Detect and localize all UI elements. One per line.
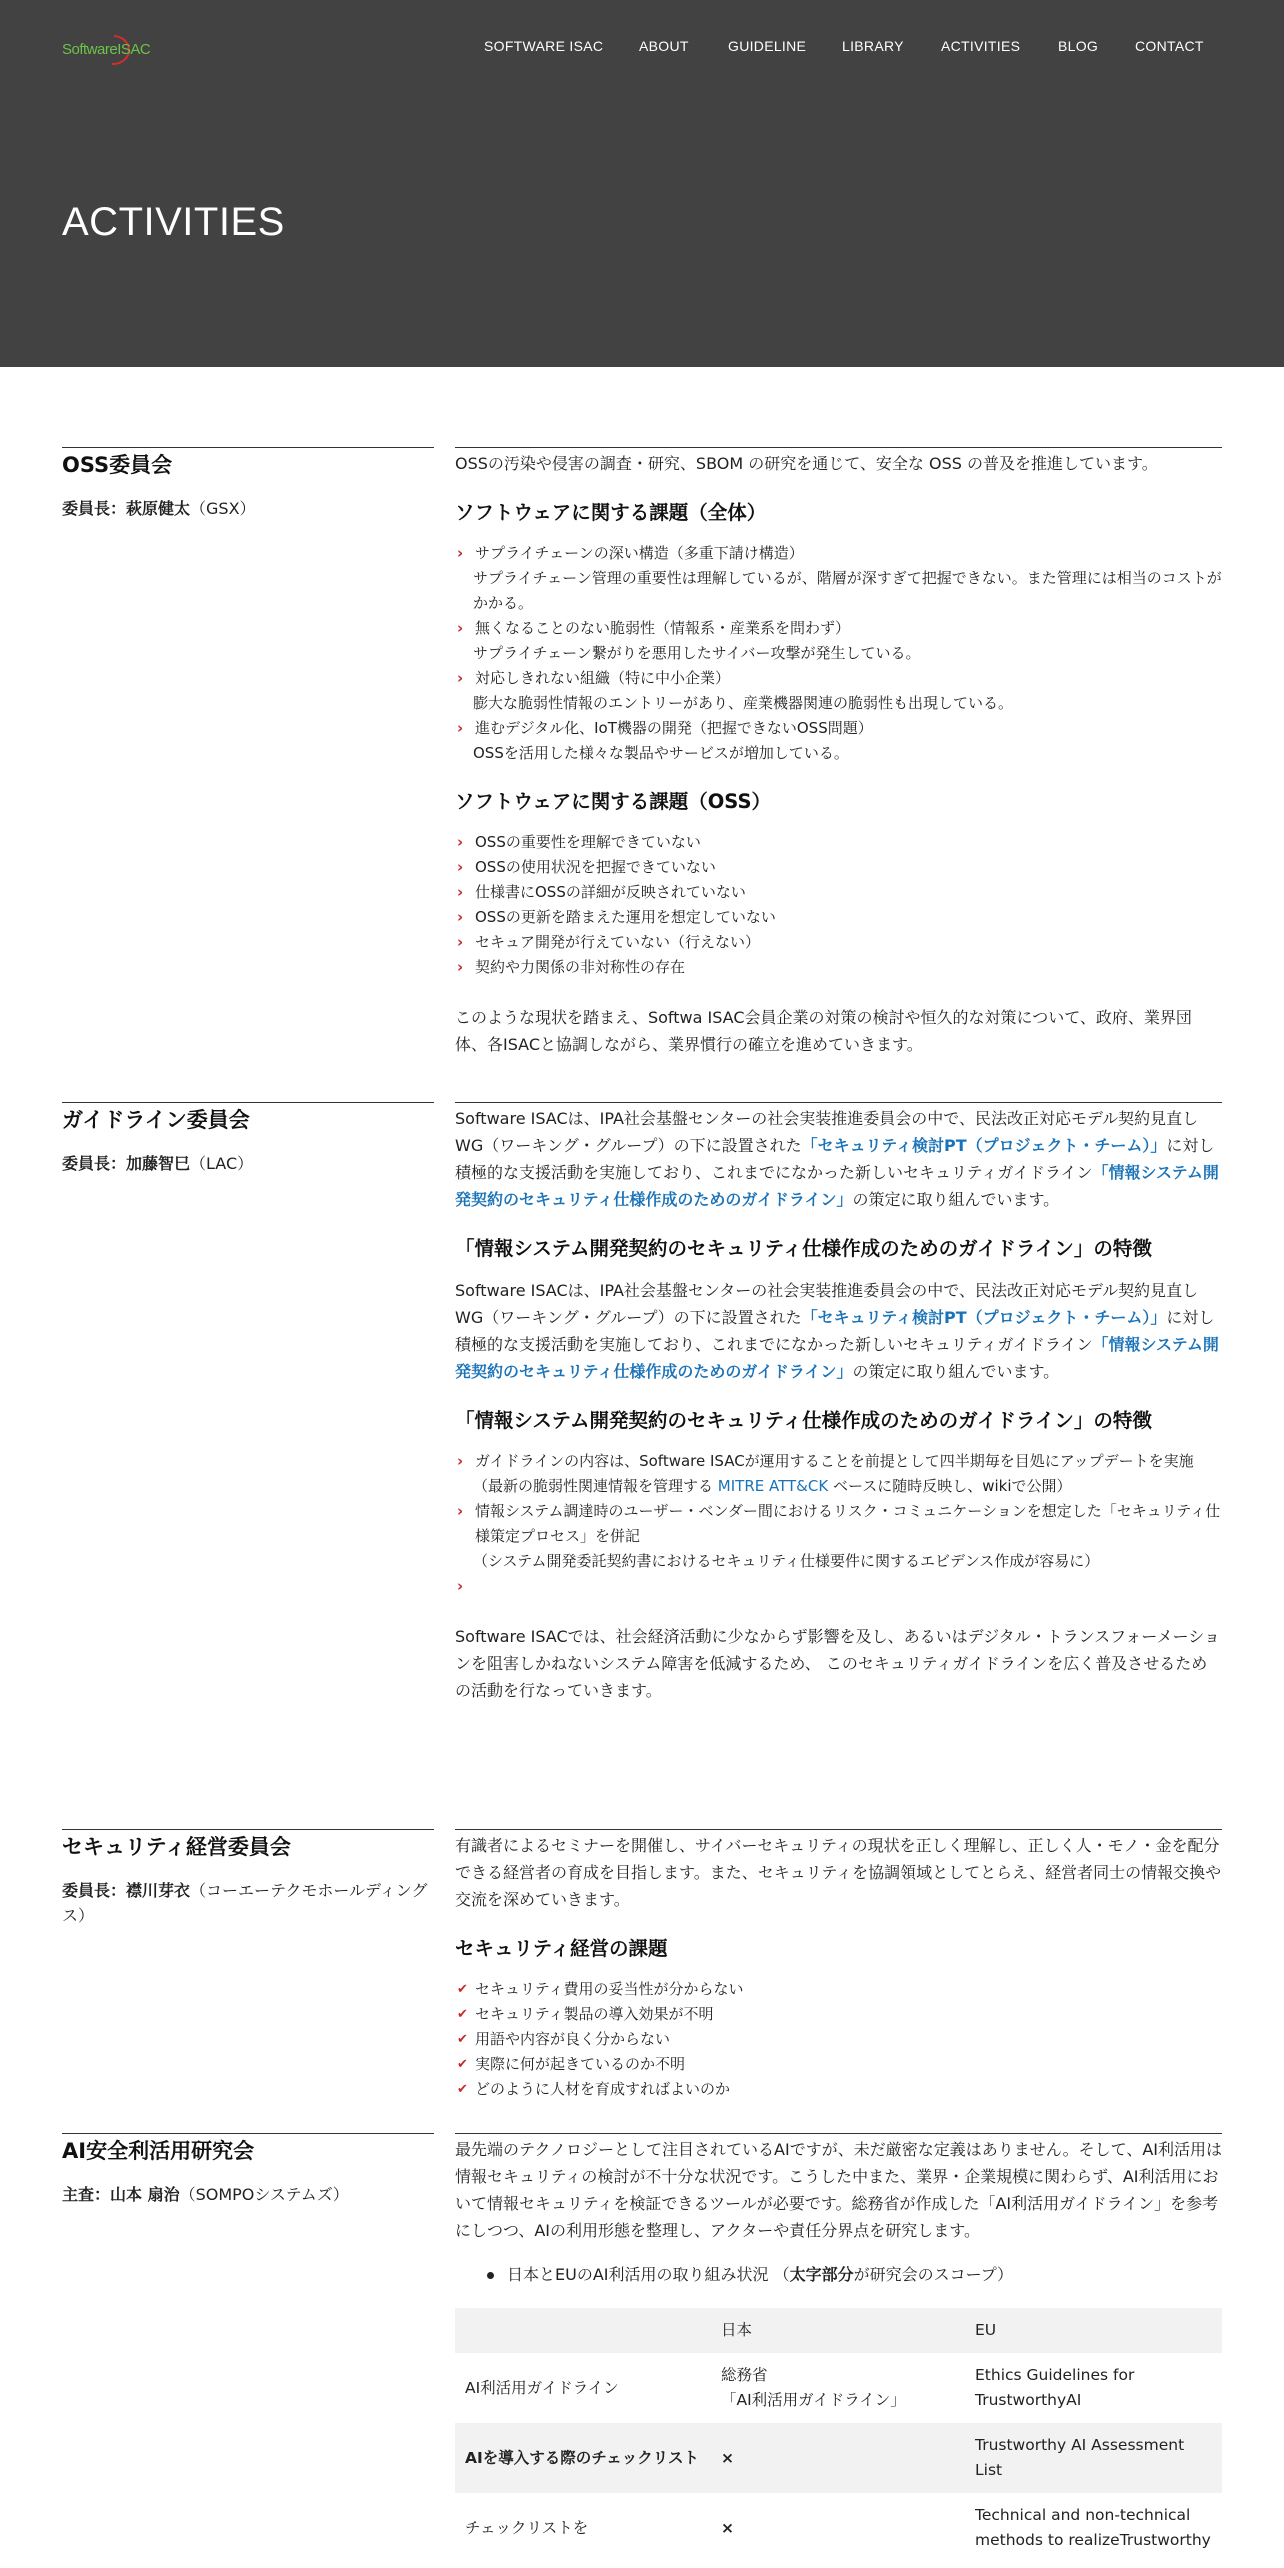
list-item bbox=[455, 541, 1222, 616]
list-item bbox=[455, 1499, 1222, 1574]
chair-name: 主査：山本 扇治 bbox=[62, 2185, 180, 2204]
issue-detail: OSSを活用した様々な製品やサービスが増加している。 bbox=[473, 744, 849, 762]
feature-detail: （システム開発委託契約書におけるセキュリティ仕様要件に関するエビデンス作成が容易に） bbox=[473, 1552, 1100, 1570]
section-intro bbox=[455, 1105, 1222, 1213]
features-list bbox=[455, 1449, 1222, 1599]
scope-bold-text: 太字部分 bbox=[789, 2265, 854, 2284]
ai-research-body bbox=[455, 2133, 1222, 2563]
list-item bbox=[455, 855, 1222, 880]
subheading-issues: セキュリティ経営の課題 bbox=[455, 1937, 668, 1960]
nav-library[interactable]: LIBRARY bbox=[842, 38, 904, 54]
nav-about[interactable]: ABOUT bbox=[639, 38, 689, 54]
table-header-cell bbox=[455, 2308, 711, 2353]
section-intro: OSSの汚染や侵害の調査・研究、SBOM の研究を通じて、安全な OSS の普及を推進しています。 bbox=[455, 454, 1158, 473]
list-item bbox=[455, 955, 1222, 980]
check-icon: ✔ bbox=[457, 1982, 468, 1997]
feature-text: 情報システム調達時のユーザー・ベンダー間におけるリスク・コミュニケーションを想定した「セキュリティ仕様策定プロセス」を併記 bbox=[475, 1502, 1221, 1545]
chevron-right-icon: › bbox=[457, 858, 464, 876]
list-item bbox=[455, 905, 1222, 930]
chevron-right-icon: › bbox=[457, 933, 464, 951]
issue-text: セキュア開発が行えていない（行えない） bbox=[475, 933, 761, 951]
table-cell: × bbox=[721, 2518, 734, 2537]
subheading-features: 「情報システム開発契約のセキュリティ仕様作成のためのガイドライン」の特徴 bbox=[455, 1237, 1152, 1260]
issue-text: OSSの使用状況を把握できていない bbox=[475, 858, 716, 876]
management-issues-list bbox=[455, 1977, 1222, 2102]
table-cell: Ethics Guidelines for TrustworthyAI bbox=[975, 2366, 1135, 2409]
subheading-issues-oss: ソフトウェアに関する課題（OSS） bbox=[455, 790, 772, 813]
section-title: セキュリティ経営委員会 bbox=[62, 1835, 291, 1859]
section-intro: 最先端のテクノロジーとして注目されているAIですが、未だ厳密な定義はありません。そして、AI利活用は情報セキュリティの検討が不十分な状況です。こうした中また、業界・企業規模に関わらず、AI利活用において情報セキュリティを検証できるツールが必要です。総務省が作成した「AI利活用ガイドライン」を参考にしつつ、AIの利用形態を整理し、アクターや責任分界点を研究します。 bbox=[455, 2140, 1223, 2240]
list-item bbox=[455, 1449, 1222, 1499]
page-title: ACTIVITIES bbox=[62, 200, 285, 244]
ai-comparison-table bbox=[455, 2308, 1222, 2563]
check-icon: ✔ bbox=[457, 2032, 468, 2047]
intro-text: Software ISACは、IPA社会基盤センターの社会実装推進委員会の中で、民法改正対応モデル契約見直しWG（ワーキング・グループ）の下に設置された bbox=[455, 1281, 1199, 1327]
table-cell-scope: AIを導入する際のチェックリスト bbox=[465, 2448, 699, 2467]
guideline-committee-body bbox=[455, 1102, 1222, 1704]
section-title: OSS委員会 bbox=[62, 453, 173, 477]
chair-org: （コーエーテクモホールディングス） bbox=[62, 1881, 428, 1925]
section-intro: 有識者によるセミナーを開催し、サイバーセキュリティの現状を正しく理解し、正しく人・モノ・金を配分できる経営者の育成を目指します。また、セキュリティを協調領域としてとらえ、経営者同士の情報交換や交流を深めていきます。 bbox=[455, 1836, 1222, 1909]
chevron-right-icon: › bbox=[457, 1452, 464, 1470]
feature-detail-text: （最新の脆弱性関連情報を管理する bbox=[473, 1477, 714, 1495]
guideline-link[interactable]: 「情報システム開発契約のセキュリティ仕様作成のためのガイドライン」 bbox=[455, 1163, 1219, 1209]
list-item bbox=[455, 2052, 1222, 2077]
logo-text: SoftwareISAC bbox=[62, 41, 151, 58]
table-row bbox=[455, 2493, 1222, 2563]
nav-software-isac[interactable]: SOFTWARE ISAC bbox=[484, 38, 604, 54]
security-pt-link[interactable]: 「セキュリティ検討PT（プロジェクト・チーム）」 bbox=[801, 1136, 1167, 1155]
table-cell: × bbox=[721, 2448, 734, 2467]
list-item bbox=[455, 2002, 1222, 2027]
intro-text: に対し積極的な支援活動を実施しており、これまでになかった新しいセキュリティガイドライン bbox=[455, 1136, 1215, 1182]
intro-text: に対し積極的な支援活動を実施しており、これまでになかった新しいセキュリティガイドライン bbox=[455, 1308, 1215, 1354]
nav-contact[interactable]: CONTACT bbox=[1135, 38, 1204, 54]
intro-text: の策定に取り組んでいます。 bbox=[852, 1190, 1060, 1209]
issue-title: 進むデジタル化、IoT機器の開発（把握できないOSS問題） bbox=[475, 719, 873, 737]
list-item bbox=[455, 616, 1222, 666]
chevron-right-icon: › bbox=[457, 719, 464, 737]
chevron-right-icon: › bbox=[457, 1577, 464, 1595]
issue-detail: 膨大な脆弱性情報のエントリーがあり、産業機器関連の脆弱性も出現している。 bbox=[473, 694, 1014, 712]
chair-name: 委員長：襟川芽衣 bbox=[62, 1881, 191, 1900]
check-icon: ✔ bbox=[457, 2082, 468, 2097]
issue-text: OSSの更新を踏まえた運用を想定していない bbox=[475, 908, 776, 926]
scope-list bbox=[455, 2262, 1222, 2288]
section-closing: このような現状を踏まえ、Softwa ISAC会員企業の対策の検討や恒久的な対策について、政府、業界団体、各ISACと協調しながら、業界慣行の確立を進めていきます。 bbox=[455, 1008, 1192, 1054]
chair-org: （LAC） bbox=[190, 1154, 254, 1173]
mitre-attack-link[interactable]: MITRE ATT&CK bbox=[717, 1477, 829, 1495]
nav-activities[interactable]: ACTIVITIES bbox=[941, 38, 1021, 54]
issue-detail: サプライチェーン繋がりを悪用したサイバー攻撃が発生している。 bbox=[473, 644, 921, 662]
chair-org: （GSX） bbox=[190, 499, 256, 518]
committee-chair bbox=[62, 496, 434, 521]
feature-text: ガイドラインの内容は、Software ISACが運用することを前提として四半期毎を目処にアップデートを実施 bbox=[475, 1452, 1194, 1470]
issue-text: どのように人材を育成すればよいのか bbox=[475, 2080, 731, 2098]
section-intro-repeat bbox=[455, 1277, 1222, 1385]
issue-title: 無くなることのない脆弱性（情報系・産業系を問わず） bbox=[475, 619, 851, 637]
section-title: ガイドライン委員会 bbox=[62, 1108, 250, 1132]
list-item bbox=[455, 666, 1222, 716]
guideline-committee-header bbox=[62, 1102, 434, 1176]
issue-text: 実際に何が起きているのか不明 bbox=[475, 2055, 686, 2073]
chair-name: 委員長：加藤智巳 bbox=[62, 1154, 191, 1173]
main-nav bbox=[0, 38, 1284, 62]
issue-text: 仕様書にOSSの詳細が反映されていない bbox=[475, 883, 746, 901]
list-item bbox=[455, 716, 1222, 766]
table-cell: Trustworthy AI Assessment List bbox=[975, 2436, 1185, 2479]
chevron-right-icon: › bbox=[457, 1502, 464, 1520]
issue-text: 用語や内容が良く分からない bbox=[475, 2030, 671, 2048]
chevron-right-icon: › bbox=[457, 669, 464, 687]
intro-text: Software ISACは、IPA社会基盤センターの社会実装推進委員会の中で、民法改正対応モデル契約見直しWG（ワーキング・グループ）の下に設置された bbox=[455, 1109, 1199, 1155]
issue-text: セキュリティ製品の導入効果が不明 bbox=[475, 2005, 714, 2023]
chevron-right-icon: › bbox=[457, 908, 464, 926]
table-row bbox=[455, 2353, 1222, 2423]
subheading-features-repeat: 「情報システム開発契約のセキュリティ仕様作成のためのガイドライン」の特徴 bbox=[455, 1409, 1152, 1432]
section-closing: Software ISACでは、社会経済活動に少なからず影響を及し、あるいはデジタル・トランスフォーメーションを阻害しかねないシステム障害を低減するため、 このセキュリティガイドラインを広く普及させるための活動を行なっていきます。 bbox=[455, 1627, 1220, 1700]
issue-title: サプライチェーンの深い構造（多重下請け構造） bbox=[475, 544, 804, 562]
nav-blog[interactable]: BLOG bbox=[1058, 38, 1099, 54]
chair-org: （SOMPOシステムズ） bbox=[179, 2185, 349, 2204]
check-icon: ✔ bbox=[457, 2057, 468, 2072]
table-header-cell: 日本 bbox=[721, 2321, 753, 2339]
oss-committee-body bbox=[455, 447, 1222, 1058]
list-item bbox=[455, 880, 1222, 905]
chevron-right-icon: › bbox=[457, 833, 464, 851]
security-management-body bbox=[455, 1829, 1222, 2102]
feature-detail-text: ベースに随時反映し、wikiで公開） bbox=[832, 1477, 1072, 1495]
subheading-issues-all: ソフトウェアに関する課題（全体） bbox=[455, 501, 767, 524]
security-management-header bbox=[62, 1829, 434, 1928]
chevron-right-icon: › bbox=[457, 883, 464, 901]
list-item bbox=[455, 830, 1222, 855]
list-item bbox=[455, 2262, 1222, 2288]
site-header bbox=[0, 0, 1284, 367]
nav-guideline[interactable]: GUIDELINE bbox=[728, 38, 807, 54]
table-header-row bbox=[455, 2308, 1222, 2353]
table-cell: 総務省 「AI利活用ガイドライン」 bbox=[721, 2366, 906, 2409]
list-item bbox=[455, 930, 1222, 955]
list-item bbox=[455, 2077, 1222, 2102]
table-row bbox=[455, 2423, 1222, 2493]
chevron-right-icon: › bbox=[457, 619, 464, 637]
table-header-cell: EU bbox=[975, 2321, 997, 2339]
ai-research-header bbox=[62, 2133, 434, 2207]
section-title: AI安全利活用研究会 bbox=[62, 2139, 255, 2163]
scope-text: が研究会のスコープ） bbox=[853, 2265, 1013, 2284]
table-cell: AI利活用ガイドライン bbox=[465, 2378, 619, 2397]
issue-title: 対応しきれない組織（特に中小企業） bbox=[475, 669, 731, 687]
list-item-empty bbox=[455, 1574, 1222, 1599]
issue-text: 契約や力関係の非対称性の存在 bbox=[475, 958, 686, 976]
list-item bbox=[455, 1977, 1222, 2002]
issue-text: セキュリティ費用の妥当性が分からない bbox=[475, 1980, 744, 1998]
security-pt-link[interactable]: 「セキュリティ検討PT（プロジェクト・チーム）」 bbox=[801, 1308, 1167, 1327]
issues-oss-list bbox=[455, 830, 1222, 980]
list-item bbox=[455, 2027, 1222, 2052]
committee-chair bbox=[62, 1878, 434, 1928]
committee-chair bbox=[62, 1151, 434, 1176]
committee-chair bbox=[62, 2182, 434, 2207]
oss-committee-header bbox=[62, 447, 434, 521]
chevron-right-icon: › bbox=[457, 544, 464, 562]
table-cell: チェックリストを bbox=[465, 2518, 589, 2537]
issues-all-list bbox=[455, 541, 1222, 766]
feature-detail bbox=[473, 1474, 1222, 1499]
chevron-right-icon: › bbox=[457, 958, 464, 976]
check-icon: ✔ bbox=[457, 2007, 468, 2022]
scope-text: 日本とEUのAI利活用の取り組み状況 （ bbox=[507, 2265, 790, 2284]
issue-detail: サプライチェーン管理の重要性は理解しているが、階層が深すぎて把握できない。また管理には相当のコストがかかる。 bbox=[473, 569, 1222, 612]
chair-name: 委員長：萩原健太 bbox=[62, 499, 191, 518]
issue-text: OSSの重要性を理解できていない bbox=[475, 833, 701, 851]
intro-text: の策定に取り組んでいます。 bbox=[852, 1362, 1060, 1381]
table-cell: Technical and non-technical methods to realizeTrustworthy bbox=[975, 2506, 1211, 2549]
guideline-link[interactable]: 「情報システム開発契約のセキュリティ仕様作成のためのガイドライン」 bbox=[455, 1335, 1219, 1381]
